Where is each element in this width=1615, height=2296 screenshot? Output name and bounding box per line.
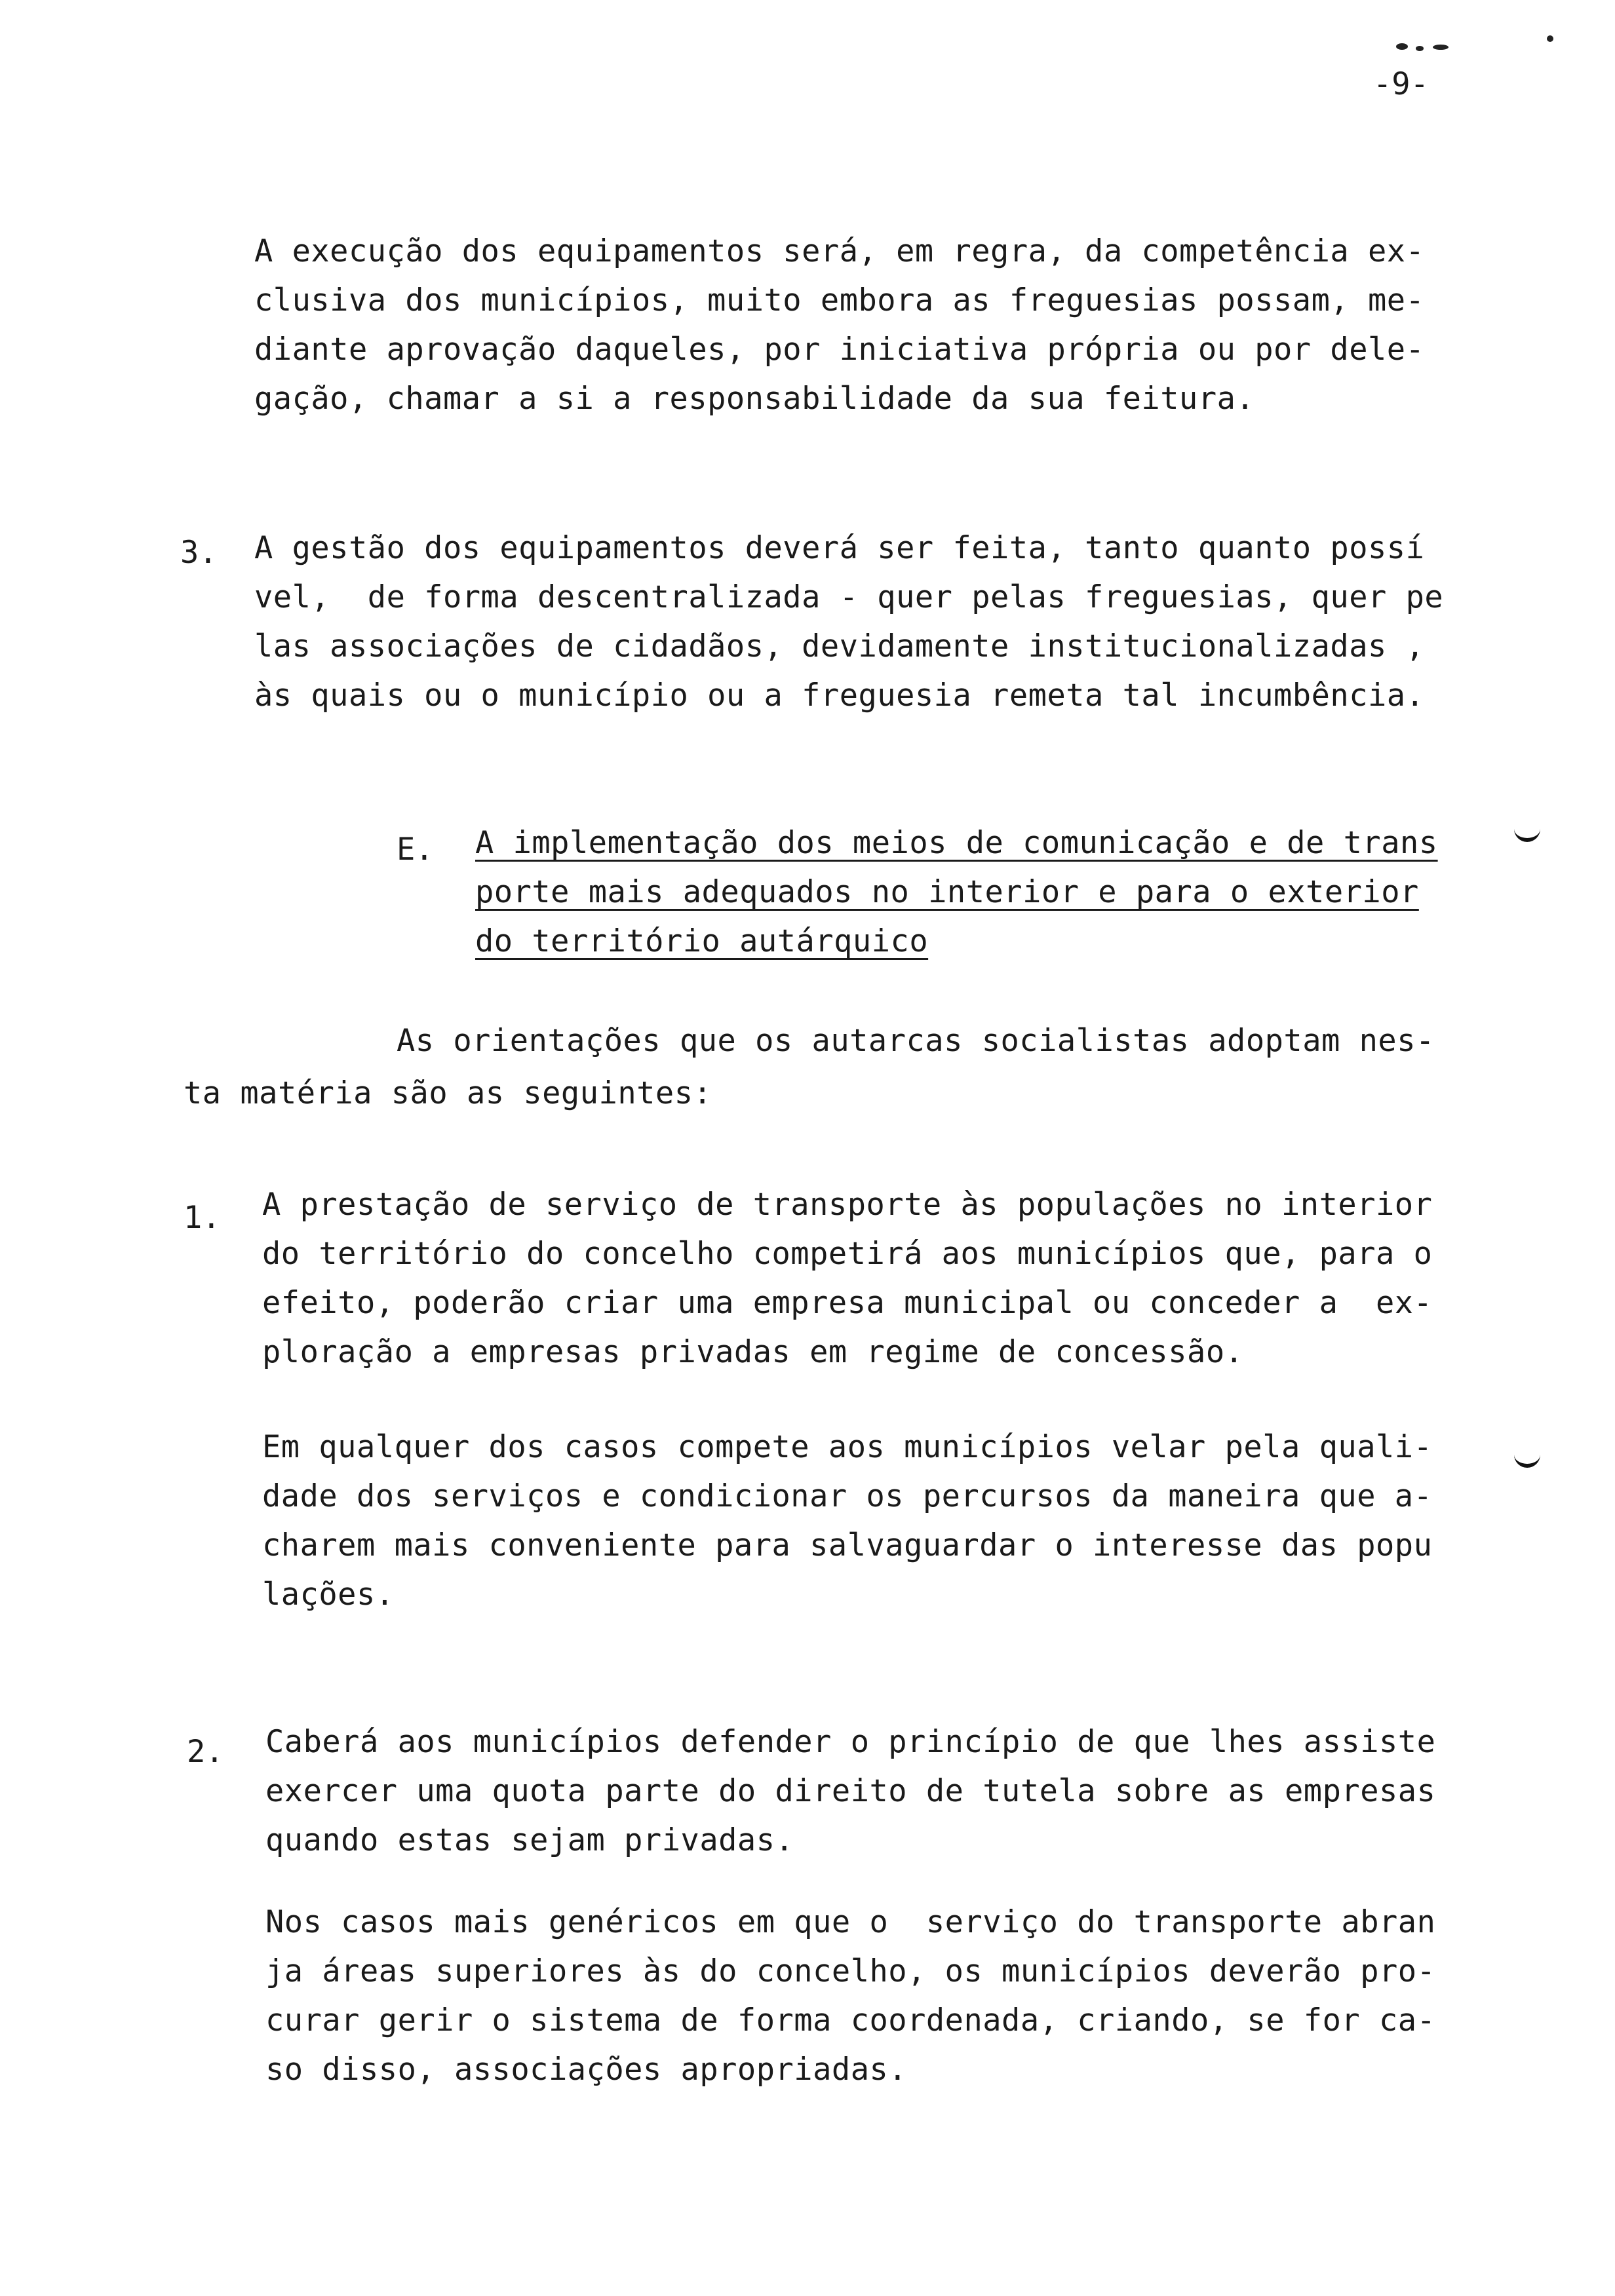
scan-mark: [1416, 46, 1424, 51]
text-line: dade dos serviços e condicionar os percursos da maneira que a-: [262, 1478, 1433, 1514]
list-number: 2.: [187, 1734, 224, 1770]
text-line: ploração a empresas privadas em regime de concessão.: [262, 1334, 1244, 1370]
list-number: 1.: [184, 1200, 221, 1236]
scan-mark: [1433, 45, 1449, 50]
text-line: so disso, associações apropriadas.: [265, 2052, 908, 2088]
text-line: Caberá aos municípios defender o princípio de que lhes assiste: [265, 1724, 1436, 1760]
text-line: As orientações que os autarcas socialistas adoptam nes-: [397, 1023, 1435, 1059]
scan-mark: [1547, 35, 1553, 42]
section-letter: E.: [397, 832, 434, 868]
margin-check-mark: [1514, 822, 1540, 842]
text-line: efeito, poderão criar uma empresa municipal ou conceder a ex-: [262, 1285, 1433, 1321]
text-line: charem mais conveniente para salvaguardar o interesse das popu: [262, 1527, 1433, 1563]
text-line: lações.: [262, 1577, 395, 1613]
text-line: gação, chamar a si a responsabilidade da sua feitura.: [254, 381, 1255, 417]
text-line: las associações de cidadãos, devidamente institucionalizadas ,: [254, 628, 1425, 664]
page-number: -9-: [1373, 66, 1429, 102]
text-line: A prestação de serviço de transporte às populações no interior: [262, 1187, 1433, 1223]
scan-mark: [1396, 43, 1408, 50]
heading-line: porte mais adequados no interior e para o exterior: [475, 874, 1419, 910]
text-line: ja áreas superiores às do concelho, os municípios deverão pro-: [265, 1953, 1436, 1989]
text-line: curar gerir o sistema de forma coordenada, criando, se for ca-: [265, 2002, 1436, 2038]
text-line: vel, de forma descentralizada - quer pelas freguesias, quer pe: [254, 579, 1444, 615]
heading-line: A implementação dos meios de comunicação e de trans: [475, 825, 1438, 861]
text-line: às quais ou o município ou a freguesia remeta tal incumbência.: [254, 678, 1425, 714]
text-line: ta matéria são as seguintes:: [184, 1075, 712, 1111]
text-line: Em qualquer dos casos compete aos municípios velar pela quali-: [262, 1429, 1433, 1465]
text-line: Nos casos mais genéricos em que o serviço do transporte abran: [265, 1904, 1436, 1940]
list-number: 3.: [180, 535, 218, 571]
text-line: A gestão dos equipamentos deverá ser feita, tanto quanto possí: [254, 530, 1425, 566]
margin-check-mark: [1514, 1448, 1540, 1468]
text-line: diante aprovação daqueles, por iniciativa própria ou por dele-: [254, 332, 1425, 368]
heading-line: do território autárquico: [475, 923, 929, 959]
text-line: clusiva dos municípios, muito embora as freguesias possam, me-: [254, 282, 1425, 318]
text-line: quando estas sejam privadas.: [265, 1822, 794, 1858]
text-line: A execução dos equipamentos será, em regra, da competência ex-: [254, 233, 1425, 269]
text-line: exercer uma quota parte do direito de tutela sobre as empresas: [265, 1773, 1436, 1809]
text-line: do território do concelho competirá aos municípios que, para o: [262, 1236, 1433, 1272]
